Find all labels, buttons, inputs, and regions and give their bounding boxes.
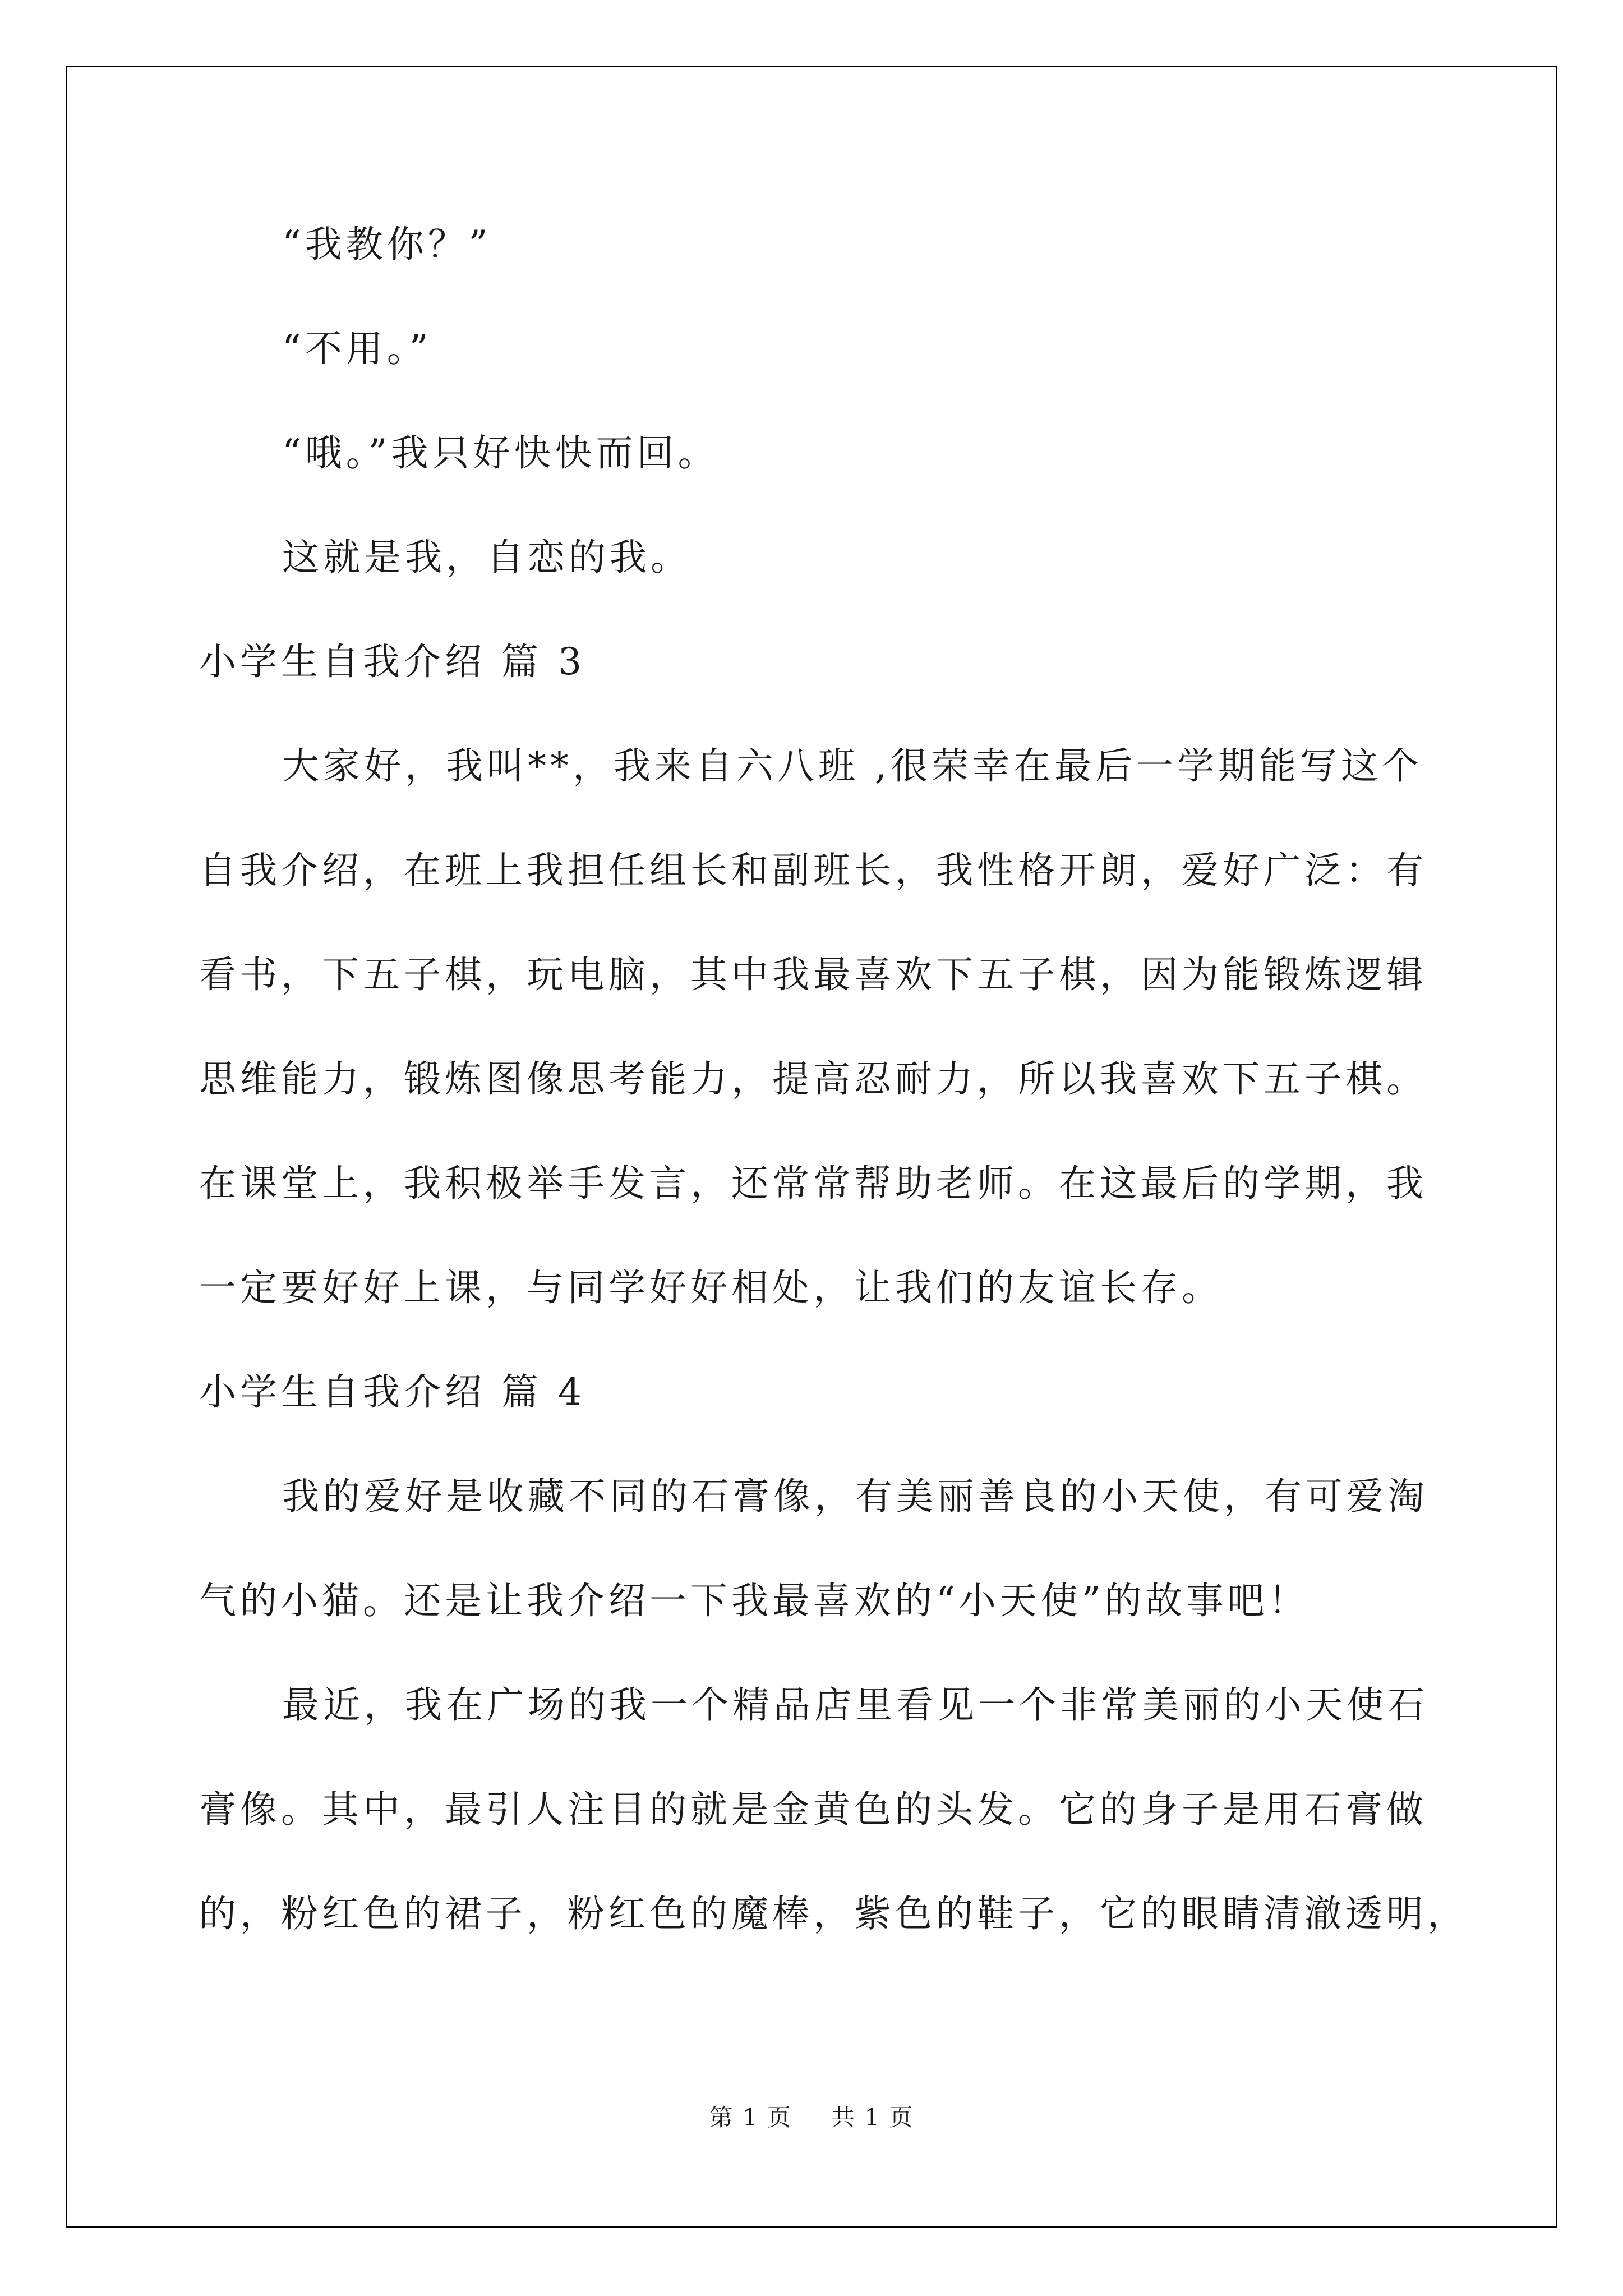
text-line: 膏像。其中，最引人注目的就是金黄色的头发。它的身子是用石膏做 <box>199 1788 1427 1831</box>
page-footer <box>0 2101 1623 2134</box>
text-line: 的，粉红色的裙子，粉红色的魔棒，紫色的鞋子，它的眼睛清澈透明， <box>199 1892 1468 1935</box>
text-line: “不用。” <box>282 327 432 370</box>
text-line: 自我介绍，在班上我担任组长和副班长，我性格开朗，爱好广泛：有 <box>199 849 1427 892</box>
text-line: 看书，下五子棋，玩电脑，其中我最喜欢下五子棋，因为能锻炼逻辑 <box>199 953 1427 996</box>
page-number: 第 1 页 <box>709 2104 792 2131</box>
text-line: 在课堂上，我积极举手发言，还常常帮助老师。在这最后的学期，我 <box>199 1162 1427 1205</box>
text-line: “我教你？” <box>282 223 492 266</box>
document-body <box>199 192 1489 1966</box>
text-line: “哦。”我只好快快而回。 <box>282 431 719 475</box>
text-line: 最近，我在广场的我一个精品店里看见一个非常美丽的小天使石 <box>282 1683 1428 1727</box>
section-heading: 小学生自我介绍 篇 4 <box>199 1370 585 1414</box>
text-line: 思维能力，锻炼图像思考能力，提高忍耐力，所以我喜欢下五子棋。 <box>199 1057 1427 1101</box>
section-heading: 小学生自我介绍 篇 3 <box>199 640 585 683</box>
text-line: 我的爱好是收藏不同的石膏像，有美丽善良的小天使，有可爱淘 <box>282 1475 1428 1518</box>
page-total: 共 1 页 <box>831 2104 914 2131</box>
text-line: 气的小猫。还是让我介绍一下我最喜欢的“小天使”的故事吧！ <box>199 1579 1310 1622</box>
text-line: 这就是我，自恋的我。 <box>282 536 691 579</box>
text-line: 大家好，我叫**，我来自六八班 ,很荣幸在最后一学期能写这个 <box>282 744 1423 788</box>
text-line: 一定要好好上课，与同学好好相处，让我们的友谊长存。 <box>199 1266 1223 1309</box>
